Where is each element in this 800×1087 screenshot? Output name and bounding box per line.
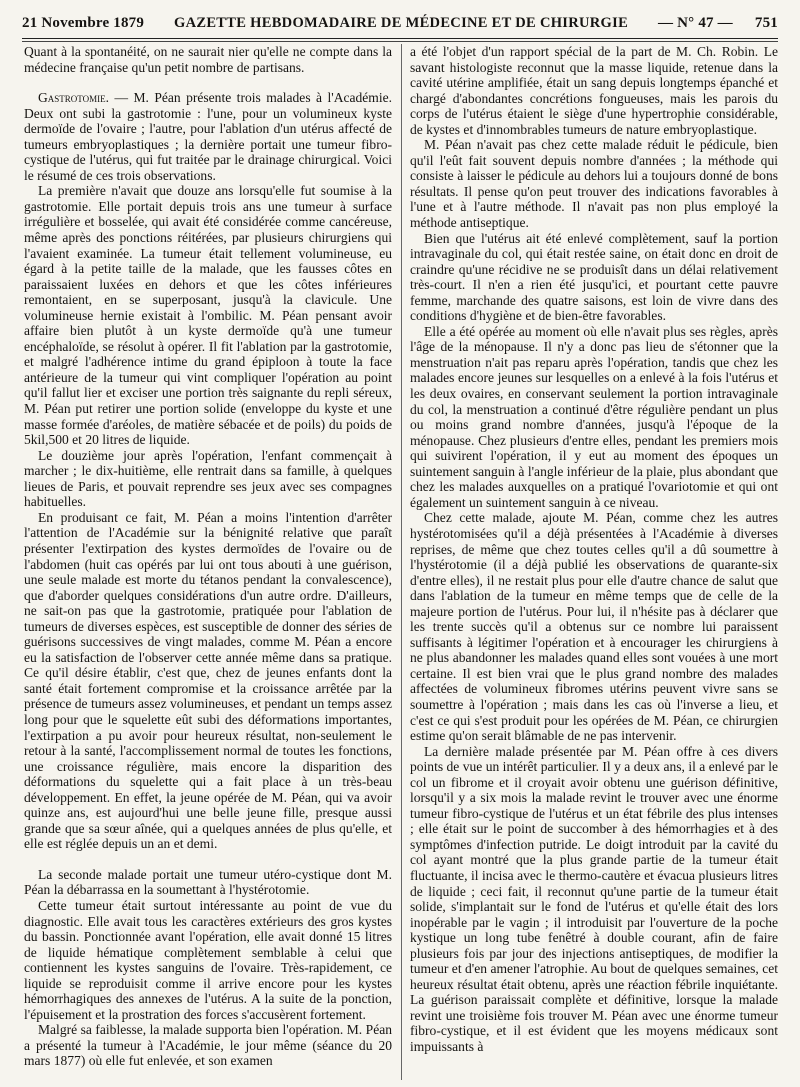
- paragraph: [24, 90, 392, 183]
- paragraph-text: Chez cette malade, ajoute M. Péan, comme chez les autres hystérotomisées qu'il a déjà présentées à l'Académie à diverses reprises, de même que chez toutes celles qu'il a dû soumettre à l'hystérotomie (il a déjà publié les observations de quarante-six d'entre elles), il ne restait plus pour elle d'autre chance de salut que dans l'ablation de la tumeur en même temps que de celle de la majeure portion de l'utérus. Pour lui, il n'hésite pas à déclarer que les trente succès qu'il a obtenus sur ce nombre lui paraissent suffisants à légitimer l'opération et à encourager les chirurgiens à ne plus abandonner les malades quand elles sont vouées à une mort certaine. Il est bien vrai que le plus grand nombre des malades affectées de volumineux fibromes utérins peuvent vivre sans se soumettre à l'opération ; mais dans les cas où l'inverse a lieu, et c'est ce qui s'est produit pour les opérées de M. Péan, ce chirurgien estime qu'on serait blâmable de ne pas intervenir.: [410, 510, 778, 744]
- header-issue-number: — N° 47 —: [658, 14, 733, 31]
- paragraph-text: La seconde malade portait une tumeur utéro-cystique dont M. Péan la débarrassa en la soumettant à l'hystérotomie.: [24, 866, 392, 898]
- paragraph-text: La première n'avait que douze ans lorsqu'elle fut soumise à la gastrotomie. Elle portait depuis trois ans une tumeur à surface irrégulière et bosselée, qui avait été considérée comme cancéreuse, même après des ponctions réitérées, par plusieurs chirurgiens qui l'avaient examinée. La tumeur était tellement volumineuse, eu égard à la petite taille de la malade, que les fausses côtes en paraissaient luxées en dehors et que les côtes inférieures remontaient, en se superposant, jusqu'à la clavicule. Une volumineuse hernie existait à l'ombilic. M. Péan pensant avoir affaire bien plutôt à un kyste dermoïde qu'à une tumeur encéphaloïde, se résolut à opérer. Il fit l'ablation par la gastrotomie, et malgré l'adhérence intime du grand épiploon à toute la face antérieure de la tumeur qui vint compliquer l'opération au point qu'il fallut lier et exciser une portion très saignante du repli séreux, M. Péan put retirer une portion solide (enveloppe du kyste et une masse formée d'aréoles, de matière sébacée et de poils) du poids de 5kil,500 et 20 litres de liquide.: [24, 183, 392, 448]
- paragraph: [410, 324, 778, 511]
- paragraph-text: Elle a été opérée au moment où elle n'avait plus ses règles, après l'âge de la ménopause. Il n'y a donc pas lieu de s'étonner que la menstruation n'ait pas reparu après l'opération, tandis que chez les malades encore jeunes sur lesquelles on a enlevé à la fois l'utérus et les deux ovaires, en conservant seulement la portion intravaginale du col, la menstruation a continué d'être régulière pendant un plus ou moins grand nombre d'années, jusqu'à l'époque de la ménopause. Chez plusieurs d'entre elles, pendant les premiers mois qui suivirent l'opération, il y eut au moment des époques un suintement sanguin à l'angle inférieur de la plaie, plus abondant que chez les malades auxquelles on a pratiqué l'ovariotomie et qui ont également un suintement sanguin à ce niveau.: [410, 323, 778, 510]
- paragraph-text: a été l'objet d'un rapport spécial de la part de M. Ch. Robin. Le savant histologiste reconnut que la masse liquide, retenue dans la cavité utérine amplifiée, était un sang depuis longtemps épanché et chargé d'abondantes concrétions fongueuses, mais les parois du corps de l'utérus étaient le siège d'une hypertrophie considérable, de kystes et d'innombrables tumeurs de nature embryoplastique.: [410, 44, 778, 137]
- paragraph-text: Cette tumeur était surtout intéressante au point de vue du diagnostic. Elle avait tous les caractères extérieurs des gros kystes du bassin. Ponctionnée avant l'opération, elle avait donné 15 litres de liquide hématique complètement semblable à celui que contiennent les kystes sanguins de l'ovaire. Très-rapidement, ce liquide se reproduisit comme il arrive encore pour les kystes hémorrhagiques des annexes de l'utérus. A la suite de la ponction, l'épuisement et la prostration des forces s'accusèrent fortement.: [24, 897, 392, 1022]
- paragraph-text: En produisant ce fait, M. Péan a moins l'intention d'arrêter l'attention de l'Académie sur la bénignité relative que paraît présenter l'extirpation des kystes dermoïdes de l'ovaire ou de l'abdomen (huit cas opérés par lui ont tous abouti à une guérison, une seule malade est morte du tétanos pendant la convalescence), que d'aborder quelques considérations d'un autre ordre. D'ailleurs, ne sait-on pas que la gastrotomie, pratiquée pour l'ablation de tumeurs de diverses espèces, est susceptible de donner des séries de guérisons successives de vingt malades, comme M. Péan a encore eu la satisfaction de l'observer cette année même dans sa pratique. Ce qu'il désire établir, c'est que, chez de jeunes enfants dont la santé était fortement compromise et la croissance arrêtée par la présence de tumeurs assez volumineuses, et pendant un temps assez long pour que le squelette eût subi des déformations importantes, l'extirpation a pu avoir pour heureux résultat, non-seulement le retour à la santé, l'accomplissement normal de toutes les fonctions, une croissance régulière, mais encore la disparition des déformations du squelette qui a fait place à un très-beau développement. En effet, la jeune opérée de M. Péan, qui va avoir quinze ans, est aujourd'hui une belle jeune fille, presque aussi grande que sa sœur aînée, qui a quelques années de plus qu'elle, et elle est réglée depuis un an et demi.: [24, 509, 392, 852]
- paragraph: [410, 510, 778, 743]
- paragraph-text: La dernière malade présentée par M. Péan offre à ces divers points de vue un intérêt particulier. Il y a deux ans, il a enlevé par le col un fibrome et il croyait avoir obtenu une guérison définitive, lorsqu'il y a six mois la malade revint le trouver avec une énorme tumeur fibro-cystique de l'utérus et un état fébrile des plus intenses ; elle était sur le point de succomber à des hémorrhagies et à des symptômes d'infection putride. Le doigt introduit par la cavité du col ayant montré que la plus grande partie de la tumeur était fluctuante, il incisa avec le thermo-cautère et évacua plusieurs litres de liquide ; ceci fait, il reconnut qu'une partie de la tumeur était solide, s'implantait sur le fond de l'utérus et qu'elle était des lors inopérable par le vagin ; il introduisit par l'ouverture de la poche kystique un long tube fenêtré à double courant, afin de faire plusieurs fois par jour des injections antiseptiques, de modifier la tumeur et d'en amener l'atrophie. Au bout de quelques semaines, cet heureux résultat était obtenu, après une réaction fébrile inquiétante. La guérison paraissait complète et définitive, lorsque la malade revint une troisième fois trouver M. Péan avec une énorme tumeur fibro-cystique, et il est évident que les moyens médicaux sont impuissants à: [410, 743, 778, 1054]
- paragraph-text: M. Péan n'avait pas chez cette malade réduit le pédicule, bien qu'il l'eût fait souvent depuis nombre d'années ; la méthode qui consiste à laisser le pédicule au dehors lui a toujours donné de bons résultats. Il pense qu'on peut trouver des indications favorables à l'une et à l'autre méthode. Il n'avait pas non plus employé la méthode antiseptique.: [410, 137, 778, 231]
- paragraph: [24, 898, 392, 1022]
- header-date: 21 Novembre 1879: [22, 14, 145, 31]
- paragraph-text: Le douzième jour après l'opération, l'enfant commençait à marcher ; le dix-huitième, elle rentrait dans sa famille, à quelques lieues de Paris, et pouvait reprendre ses jeux avec ses compagnes habituelles.: [24, 447, 392, 510]
- paragraph: [410, 744, 778, 1055]
- paragraph: [24, 448, 392, 510]
- right-column: [410, 44, 778, 1080]
- paragraph-text: — M. Péan présente trois malades à l'Académie. Deux ont subi la gastrotomie : l'une, pour un volumineux kyste dermoïde de l'ovaire ; l'autre, pour l'ablation d'un utérus affecté de tumeurs embryoplastiques ; la dernière portait une tumeur fibro-cystique de l'utérus, qui fut traitée par le drainage chirurgical. Voici le résumé de ces trois observations.: [24, 90, 392, 183]
- paragraph: [24, 867, 392, 898]
- section-heading: Gastrotomie.: [38, 90, 110, 106]
- column-divider: [401, 44, 402, 1080]
- paragraph-text: Bien que l'utérus ait été enlevé complètement, sauf la portion intravaginale du col, qui était restée saine, on était donc en droit de craindre qu'une récidive ne se produisît dans un délai relativement très-court. Il n'en a rien été jusqu'ici, et pourtant cette pauvre femme, marchande des quatre saisons, est loin de vivre dans des conditions d'hygiène et de bien-être favorables.: [410, 230, 778, 324]
- paragraph-text: Malgré sa faiblesse, la malade supporta bien l'opération. M. Péan a présenté la tumeur à l'Académie, le jour même (séance du 20 mars 1877) où elle fut enlevée, et son examen: [24, 1022, 392, 1069]
- paragraph: [410, 231, 778, 324]
- paragraph: [24, 510, 392, 852]
- paragraph: [410, 137, 778, 230]
- paragraph: [24, 1022, 392, 1069]
- paragraph: [410, 44, 778, 137]
- left-column: [24, 44, 392, 1080]
- header-rule: [22, 38, 778, 39]
- paragraph: [24, 44, 392, 75]
- paragraph: [24, 183, 392, 447]
- header-rule-thin: [22, 41, 778, 42]
- header-journal-title: GAZETTE HEBDOMADAIRE DE MÉDECINE ET DE CHIRURGIE: [174, 14, 629, 31]
- header-page-number: 751: [754, 14, 778, 31]
- running-header: [22, 10, 778, 36]
- paragraph-text: Quant à la spontanéité, on ne saurait nier qu'elle ne compte dans la médecine française qu'un petit nombre de partisans.: [24, 44, 392, 75]
